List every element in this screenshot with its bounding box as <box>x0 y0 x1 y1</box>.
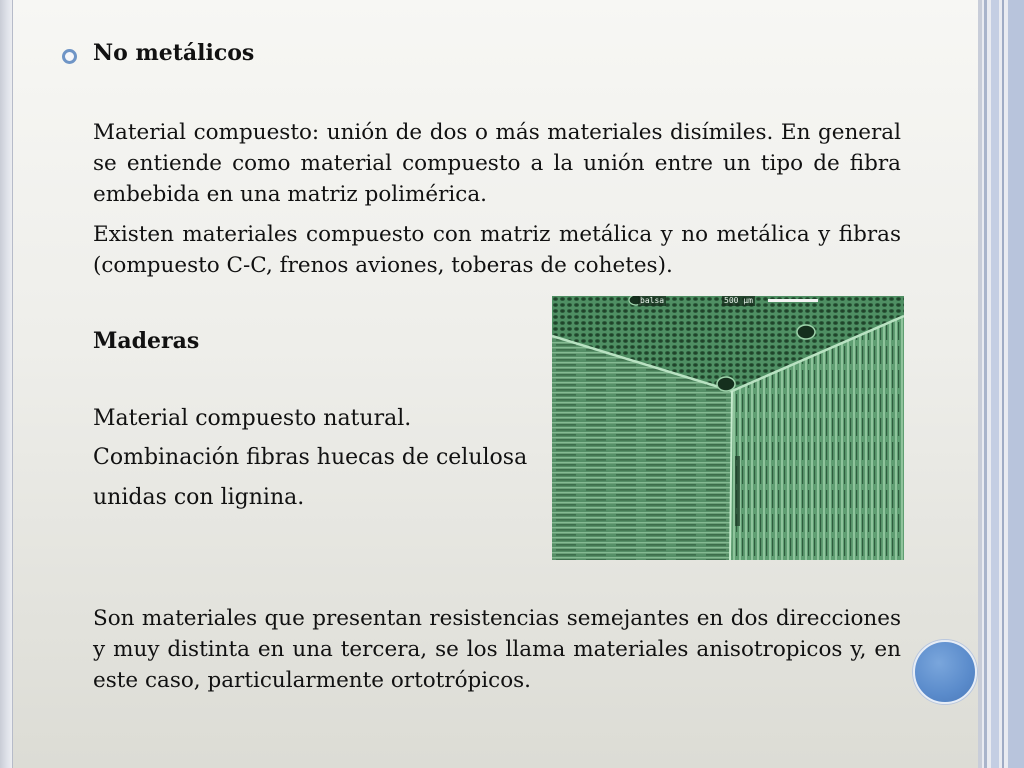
line-material-natural: Material compuesto natural. <box>93 406 412 431</box>
balsa-wood-micrograph <box>552 296 904 560</box>
frame-stripe <box>1008 0 1024 768</box>
frame-stripe <box>991 0 999 768</box>
micrograph-sample-label: balsa <box>640 296 665 305</box>
decorative-circle <box>913 640 977 704</box>
left-frame-decoration <box>0 0 13 768</box>
frame-stripe <box>984 0 987 768</box>
section-title-no-metalicos: No metálicos <box>93 40 255 66</box>
frame-stripe <box>978 0 982 768</box>
paragraph-anisotropicos: Son materiales que presentan resistencias semejantes en dos direcciones y muy distinta en una tercera, se los llama materiales anisotropicos y, en este caso, particularmente ortotrópicos. <box>93 606 901 693</box>
right-frame-decoration <box>978 0 1024 768</box>
line-unidas-lignina: unidas con lignina. <box>93 485 305 510</box>
paragraph-material-compuesto: Material compuesto: unión de dos o más materiales disímiles. En general se entiende como material compuesto a la unión entre un tipo de fibra embebida en una matriz polimérica. <box>93 120 901 207</box>
bullet-ring-icon <box>62 49 77 64</box>
micrograph-scale-label: 500 µm <box>724 296 753 305</box>
micrograph-illustration <box>552 296 904 560</box>
frame-stripe <box>1002 0 1004 768</box>
paragraph-existen-materiales: Existen materiales compuesto con matriz metálica y no metálica y fibras (compuesto C-C, frenos aviones, toberas de cohetes). <box>93 222 901 278</box>
line-combinacion-fibras: Combinación fibras huecas de celulosa <box>93 445 528 470</box>
section-title-maderas: Maderas <box>93 328 200 354</box>
